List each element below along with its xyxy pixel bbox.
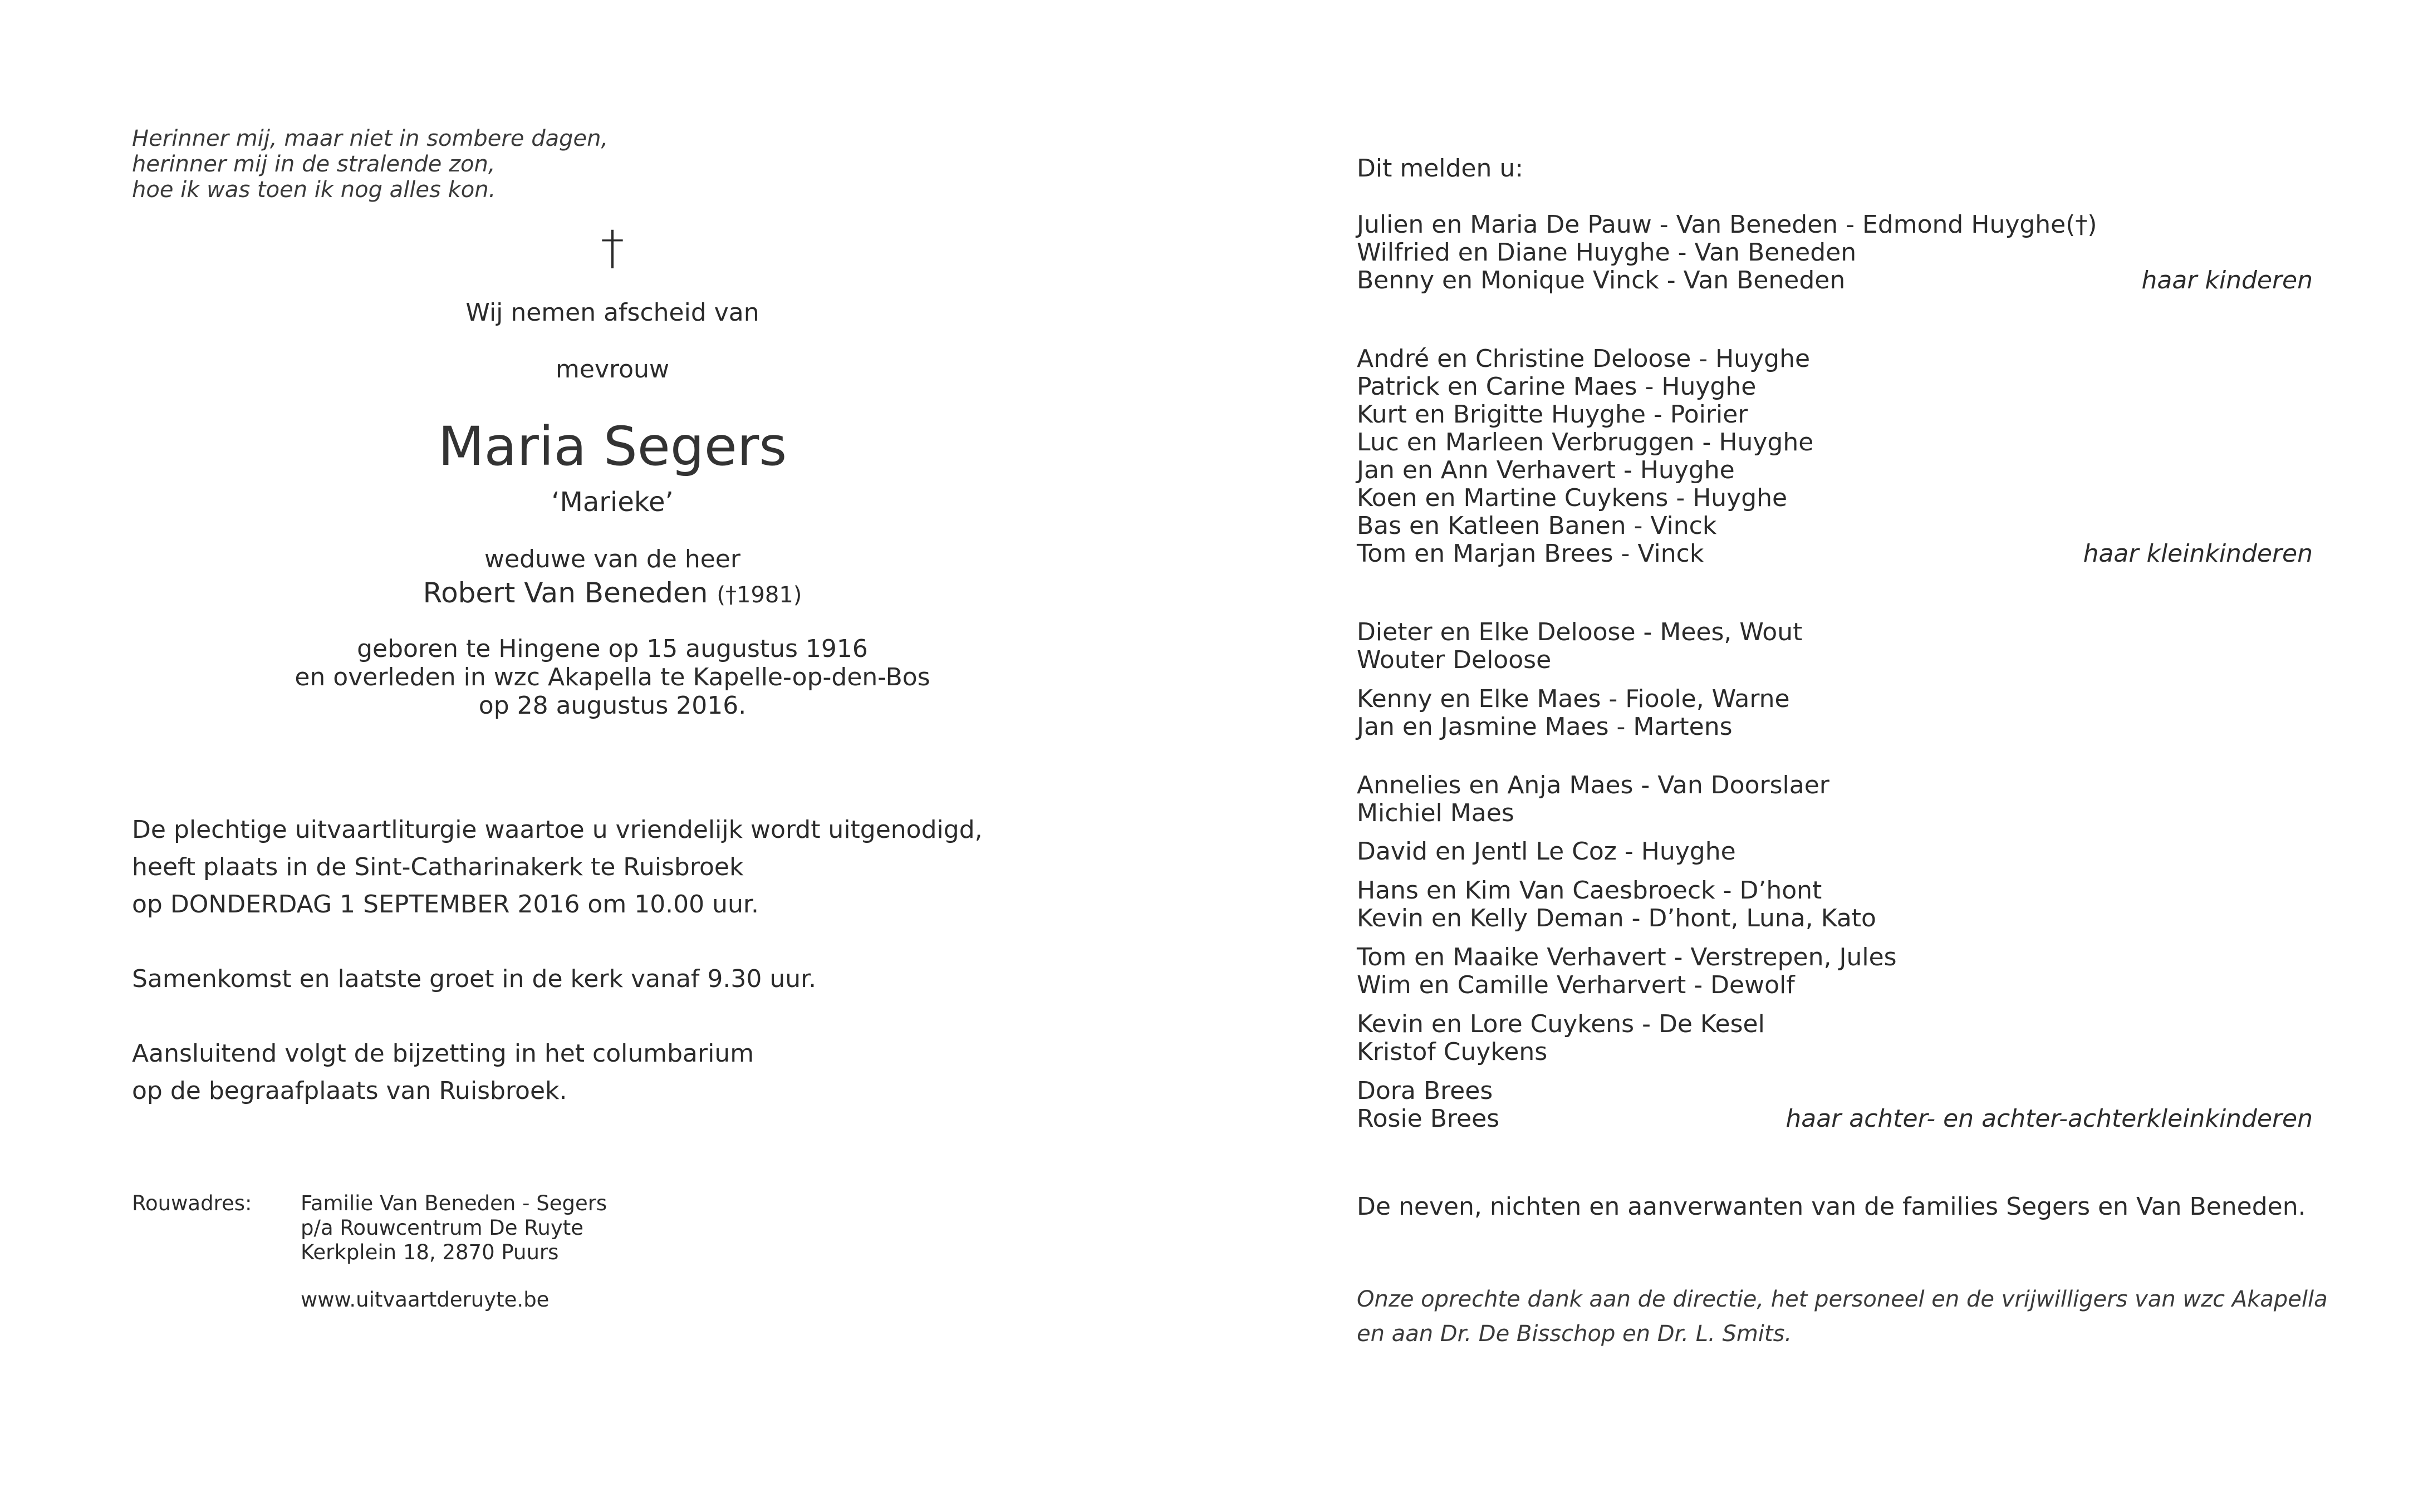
husband bbox=[223, 576, 1002, 612]
great-group bbox=[1357, 877, 1876, 932]
great-group bbox=[1357, 944, 1897, 999]
widow-line: weduwe van de heer bbox=[484, 545, 740, 573]
family-line: Hans en Kim Van Caesbroeck - D’hont bbox=[1357, 876, 1822, 905]
family-line: Jan en Jasmine Maes - Martens bbox=[1357, 713, 1733, 741]
family-line: Kevin en Lore Cuykens - De Kesel bbox=[1357, 1010, 1765, 1038]
nickname: ‘Marieke’ bbox=[551, 487, 674, 518]
birth-death-info bbox=[223, 635, 1002, 720]
family-line: Annelies en Anja Maes - Van Doorslaer bbox=[1357, 771, 1829, 799]
service-line: De plechtige uitvaartliturgie waartoe u vriendelijk wordt uitgenodigd, bbox=[132, 816, 983, 844]
great-group bbox=[1357, 1077, 1499, 1133]
poem-line: Herinner mij, maar niet in sombere dagen, bbox=[132, 126, 609, 151]
birth-death-line: en overleden in wzc Akapella te Kapelle-op-den-Bos bbox=[295, 663, 930, 691]
family-line: André en Christine Deloose - Huyghe bbox=[1357, 345, 1811, 373]
title-text: mevrouw bbox=[556, 355, 669, 384]
poem-line: herinner mij in de stralende zon, bbox=[132, 151, 496, 177]
children-label: haar kinderen bbox=[2141, 266, 2313, 294]
husband-death: (†1981) bbox=[717, 582, 802, 608]
thanks-line: Onze oprechte dank aan de directie, het personeel en de vrijwilligers van wzc Akapella bbox=[1357, 1287, 2328, 1312]
family-line: Kristof Cuykens bbox=[1357, 1038, 1548, 1066]
family-line: Kevin en Kelly Deman - D’hont, Luna, Kato bbox=[1357, 904, 1876, 932]
family-line: Tom en Marjan Brees - Vinck bbox=[1357, 539, 1704, 568]
service-info bbox=[132, 811, 983, 923]
gathering-info: Samenkomst en laatste groet in de kerk vanaf 9.30 uur. bbox=[132, 965, 817, 993]
burial-info bbox=[132, 1035, 754, 1110]
cross-icon: † bbox=[601, 220, 624, 275]
address-label: Rouwadres: bbox=[132, 1191, 252, 1215]
children-list bbox=[1357, 211, 2097, 294]
family-line: Koen en Martine Cuykens - Huyghe bbox=[1357, 484, 1788, 512]
address-line: Kerkplein 18, 2870 Puurs bbox=[301, 1240, 559, 1264]
grandchildren-list bbox=[1357, 345, 1813, 568]
mourning-address bbox=[301, 1191, 607, 1265]
family-line: Michiel Maes bbox=[1357, 799, 1514, 827]
family-line: Wim en Camille Verharvert - Dewolf bbox=[1357, 971, 1795, 999]
family-line: Kurt en Brigitte Huyghe - Poirier bbox=[1357, 400, 1748, 429]
family-line: Luc en Marleen Verbruggen - Huyghe bbox=[1357, 428, 1814, 456]
service-line: heeft plaats in de Sint-Catharinakerk te Ruisbroek bbox=[132, 853, 744, 881]
birth-death-line: op 28 augustus 2016. bbox=[478, 691, 747, 720]
address-line: Familie Van Beneden - Segers bbox=[301, 1191, 607, 1215]
family-line: Tom en Maaike Verhavert - Verstrepen, Jules bbox=[1357, 943, 1897, 971]
poem bbox=[132, 126, 608, 203]
husband-name: Robert Van Beneden bbox=[423, 577, 708, 609]
thanks-line: en aan Dr. De Bisschop en Dr. L. Smits. bbox=[1357, 1321, 1792, 1347]
great-group bbox=[1357, 618, 1802, 674]
deceased-name: Maria Segers bbox=[438, 415, 787, 478]
grandchildren-label: haar kleinkinderen bbox=[2083, 539, 2313, 568]
family-line: Dora Brees bbox=[1357, 1077, 1493, 1105]
address-line: p/a Rouwcentrum De Ruyte bbox=[301, 1216, 583, 1240]
family-line: Patrick en Carine Maes - Huyghe bbox=[1357, 372, 1757, 401]
announcement-heading: Dit melden u: bbox=[1357, 154, 1524, 183]
burial-line: Aansluitend volgt de bijzetting in het columbarium bbox=[132, 1039, 754, 1068]
intro-text: Wij nemen afscheid van bbox=[465, 298, 759, 327]
family-line: Rosie Brees bbox=[1357, 1104, 1500, 1133]
service-line: op DONDERDAG 1 SEPTEMBER 2016 om 10.00 uur. bbox=[132, 890, 759, 919]
family-line: Wouter Deloose bbox=[1357, 646, 1552, 674]
great-group bbox=[1357, 772, 1829, 827]
poem-line: hoe ik was toen ik nog alles kon. bbox=[132, 177, 496, 203]
family-line: Julien en Maria De Pauw - Van Beneden - Edmond Huyghe(†) bbox=[1357, 210, 2097, 239]
family-line: Dieter en Elke Deloose - Mees, Wout bbox=[1357, 618, 1803, 646]
burial-line: op de begraafplaats van Ruisbroek. bbox=[132, 1077, 567, 1105]
birth-death-line: geboren te Hingene op 15 augustus 1916 bbox=[357, 635, 868, 663]
website-link[interactable]: www.uitvaartderuyte.be bbox=[301, 1288, 550, 1312]
relatives-line: De neven, nichten en aanverwanten van de families Segers en Van Beneden. bbox=[1357, 1192, 2306, 1221]
family-line: David en Jentl Le Coz - Huyghe bbox=[1357, 837, 1736, 866]
thanks-note bbox=[1357, 1282, 2328, 1351]
great-group bbox=[1357, 838, 1736, 866]
family-line: Jan en Ann Verhavert - Huyghe bbox=[1357, 456, 1735, 484]
family-line: Kenny en Elke Maes - Fioole, Warne bbox=[1357, 685, 1790, 713]
great-grandchildren-label: haar achter- en achter-achterkleinkinderen bbox=[1785, 1104, 2313, 1133]
family-line: Wilfried en Diane Huyghe - Van Beneden bbox=[1357, 238, 1857, 267]
family-line: Benny en Monique Vinck - Van Beneden bbox=[1357, 266, 1846, 294]
great-group bbox=[1357, 1010, 1765, 1066]
great-group bbox=[1357, 685, 1790, 741]
family-line: Bas en Katleen Banen - Vinck bbox=[1357, 512, 1717, 540]
